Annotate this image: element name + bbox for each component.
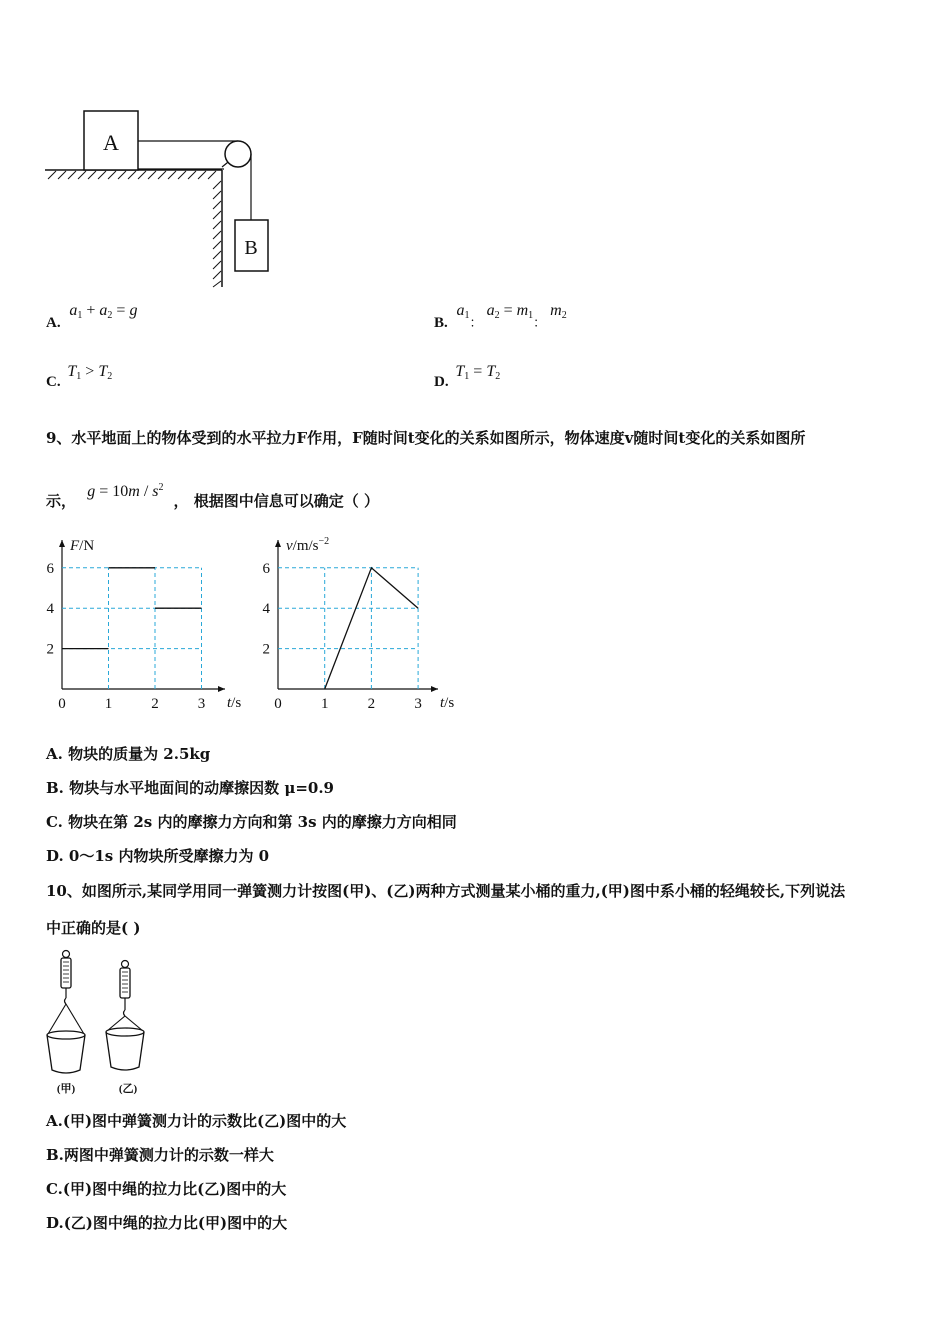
q10-stem-line2: 中正确的是( )	[46, 919, 141, 937]
x-tick-label: 1	[104, 696, 113, 712]
q10-option-a: A.(甲)图中弹簧测力计的示数比(乙)图中的大	[46, 1112, 347, 1130]
q9-stem-line1: 9、水平地面上的物体受到的水平拉力F作用，F随时间t变化的关系如图所示，物体速度v随时间t变化的关系如图所	[46, 429, 806, 447]
g-formula: $g = 10m / s^2$	[87, 482, 164, 500]
q9-option-c: C. 物块在第 2s 内的摩擦力方向和第 3s 内的摩擦力方向相同	[46, 813, 457, 831]
y-axis-arrow	[275, 540, 281, 547]
pulley-figure	[40, 105, 280, 295]
bucket-yi	[106, 1028, 144, 1070]
q10-stem-line1: 10、如图所示,某同学用同一弹簧测力计按图(甲)、(乙)两种方式测量某小桶的重力,(甲)图中系小桶的轻绳较长,下列说法	[46, 882, 846, 900]
q8-option-c: C. $T_1 > T_2$	[46, 363, 113, 390]
y-tick-label: 6	[262, 560, 270, 577]
x-axis-label: t/s	[227, 695, 242, 711]
label-jia: (甲)	[56, 1083, 76, 1095]
x-axis-label: t/s	[440, 695, 455, 711]
x-tick-label: 2	[367, 696, 376, 712]
y-axis-label: F/N	[70, 538, 95, 554]
pulley-wheel	[225, 141, 251, 167]
spring-scale-jia	[48, 951, 84, 1035]
y-tick-label: 4	[46, 601, 54, 618]
x-tick-label: 2	[151, 696, 159, 712]
y-axis-arrow	[59, 540, 65, 547]
series-line	[325, 568, 418, 689]
q9-stem-line2: 示， $g = 10m / s^2$ ， 根据图中信息可以确定（ ）	[46, 482, 379, 510]
q9-option-b: B. 物块与水平地面间的动摩擦因数 μ=0.9	[46, 779, 334, 797]
bucket-jia	[47, 1031, 85, 1073]
spring-scale-yi	[107, 961, 143, 1032]
q9-option-a: A. 物块的质量为 2.5kg	[46, 745, 211, 763]
q10-option-b: B.两图中弹簧测力计的示数一样大	[46, 1146, 274, 1164]
q10-option-d: D.(乙)图中绳的拉力比(甲)图中的大	[46, 1214, 288, 1232]
velocity-time-chart	[255, 530, 470, 715]
block-b-label: B	[244, 237, 258, 259]
x-tick-label: 0	[274, 696, 282, 712]
y-axis-label: $v/m/s^{-2}$	[286, 536, 330, 554]
q8-option-b: B. $a_{1:}$ $a_2 = m_{1:}$ $m_2$	[434, 302, 567, 331]
bucket-figure	[40, 948, 160, 1098]
q8-option-a: A. $a_1 + a_2 = g$	[46, 302, 138, 331]
y-tick-label: 4	[262, 601, 270, 618]
label-yi: (乙)	[118, 1083, 138, 1095]
force-time-chart	[40, 530, 250, 715]
x-tick-label: 1	[320, 696, 329, 712]
block-a-label: A	[103, 130, 119, 155]
x-tick-label: 3	[414, 696, 422, 712]
x-tick-label: 0	[58, 696, 66, 712]
y-tick-label: 2	[46, 641, 54, 658]
y-tick-label: 6	[46, 560, 54, 577]
x-tick-label: 3	[197, 696, 206, 712]
q8-option-d: D. $T_1 = T_2$	[434, 363, 501, 390]
q10-option-c: C.(甲)图中绳的拉力比(乙)图中的大	[46, 1180, 287, 1198]
x-axis-arrow	[218, 686, 225, 692]
y-tick-label: 2	[262, 641, 270, 658]
x-axis-arrow	[431, 686, 438, 692]
q9-option-d: D. 0～1s 内物块所受摩擦力为 0	[46, 847, 270, 865]
